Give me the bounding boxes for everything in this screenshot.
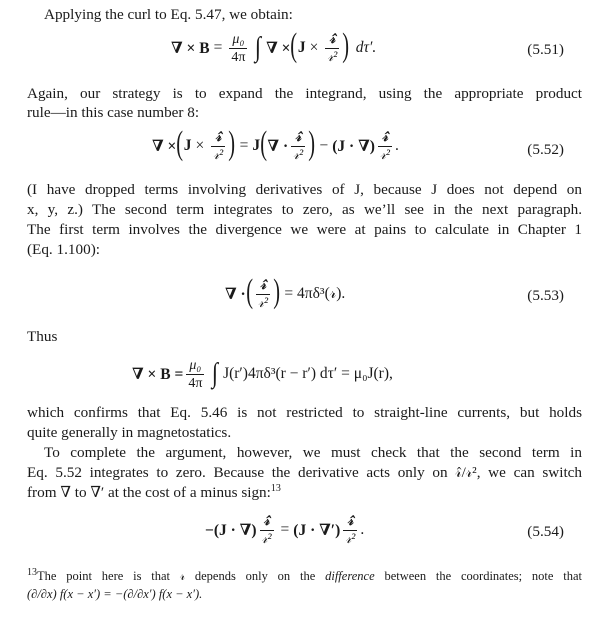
frac-numerator: μ₀ <box>189 357 202 373</box>
frac-numerator: μ₀ <box>232 31 245 47</box>
fraction <box>186 358 204 391</box>
footnote-emphasis: difference <box>325 569 375 583</box>
paragraph-line: (I have dropped terms involving derivatives of J, because J does not depend on <box>27 181 582 198</box>
eq-minus: − <box>319 137 329 154</box>
fraction <box>229 32 247 65</box>
right-paren: ) <box>228 125 236 162</box>
eq-div-op: ∇ · <box>267 138 289 155</box>
fraction <box>256 278 270 311</box>
frac-denominator: 𝓇² <box>379 147 390 163</box>
frac-denominator: 𝓇² <box>293 147 304 163</box>
paragraph-line: x, y, z.) The second term integrates to zero, as we’ll see in the next paragraph. <box>27 201 582 218</box>
left-paren: ( <box>290 27 298 64</box>
eq-times: × <box>309 39 319 56</box>
footnote-line: (∂/∂x) f(x − x′) = −(∂/∂x′) f(x − x′). <box>27 587 203 601</box>
footnote-reference[interactable]: 13 <box>270 482 281 494</box>
equation-5-53 <box>225 271 345 317</box>
fraction <box>378 130 392 163</box>
eq-period: . <box>394 137 399 154</box>
paragraph-text: from ∇ to ∇′ at the cost of a minus sign: <box>27 484 271 501</box>
frac-denominator: 𝓇² <box>258 295 269 311</box>
eq-rhs: (J · ∇′) <box>293 522 341 539</box>
eq-J: J <box>252 137 261 154</box>
eq-equals: = <box>213 39 223 56</box>
eq-lhs: ∇ × B = <box>132 366 184 383</box>
frac-denominator: 4π <box>231 49 246 65</box>
eq-lhs: ∇ × B <box>171 40 210 57</box>
frac-denominator: 𝓇² <box>327 49 338 65</box>
frac-numerator: 𝓇̂ <box>215 129 222 145</box>
eq-period: . <box>360 521 365 538</box>
frac-denominator: 𝓇² <box>345 531 356 547</box>
frac-numerator: 𝓇̂ <box>260 277 266 293</box>
eq-div-op: ∇ · <box>225 286 246 303</box>
right-paren: ) <box>342 27 350 64</box>
integral-sign: ∫ <box>255 32 262 63</box>
left-paren: ( <box>260 125 268 162</box>
paragraph-line: To complete the argument, however, we must check that the second term in <box>44 444 582 461</box>
eq-tail: dτ′. <box>355 39 377 56</box>
fraction <box>211 130 225 163</box>
integral-sign: ∫ <box>212 358 219 389</box>
footnote-marker: 13 <box>27 566 37 578</box>
equation-number: (5.52) <box>527 141 564 158</box>
frac-numerator: 𝓇̂ <box>382 129 388 145</box>
eq-rhs: = 4πδ³(𝓇). <box>284 285 346 302</box>
equation-number: (5.54) <box>527 523 564 540</box>
paragraph-line: Again, our strategy is to expand the integrand, using the appropriate product <box>27 85 582 102</box>
equation-5-52 <box>152 123 399 169</box>
eq-lhs: −(J · ∇) <box>205 522 257 539</box>
right-paren: ) <box>273 273 281 310</box>
eq-term2: (J · ∇) <box>332 138 375 155</box>
footnote-line <box>27 568 582 585</box>
paragraph-line <box>27 483 281 502</box>
eq-J: J <box>183 137 192 154</box>
eq-J: J <box>297 39 306 56</box>
paragraph-line: The first term involves the divergence we were at pains to calculate in Chapter 1 <box>27 221 582 238</box>
paragraph-line: rule—in this case number 8: <box>27 104 200 121</box>
eq-equals: = <box>280 521 290 538</box>
eq-times: × <box>195 137 205 154</box>
frac-numerator: 𝓇̂ <box>263 513 270 529</box>
equation-5-54 <box>205 507 364 553</box>
fraction <box>260 514 274 547</box>
frac-denominator: 𝓇² <box>213 147 224 163</box>
frac-numerator: 𝓇̂ <box>329 31 336 47</box>
eq-integrand-op: ∇ × <box>266 40 291 57</box>
eq-body: J(r′)4πδ³(r − r′) dτ′ = μ₀J(r), <box>223 365 393 382</box>
equation-unnumbered <box>132 352 393 396</box>
thus-text: Thus <box>27 328 58 345</box>
fraction <box>291 130 305 163</box>
fraction <box>325 32 339 65</box>
frac-numerator: 𝓇̂ <box>295 129 302 145</box>
frac-denominator: 4π <box>188 375 203 391</box>
paragraph-line: which confirms that Eq. 5.46 is not restricted to straight-line currents, but holds <box>27 404 582 421</box>
paragraph-line: Eq. 5.52 integrates to zero. Because the derivative acts only on 𝓇̂/𝓇², we can switch <box>27 464 582 481</box>
fraction <box>343 514 357 547</box>
paragraph-line: (Eq. 1.100): <box>27 241 100 258</box>
footnote-text: between the coordinates; note that <box>374 569 582 583</box>
eq-equals: = <box>239 137 249 154</box>
left-paren: ( <box>176 125 184 162</box>
eq-curl-op: ∇ × <box>152 138 177 155</box>
equation-5-51 <box>171 27 376 69</box>
equation-number: (5.53) <box>527 287 564 304</box>
paragraph-line: quite generally in magnetostatics. <box>27 424 232 441</box>
frac-numerator: 𝓇̂ <box>347 513 354 529</box>
footnote-text: The point here is that 𝓇 depends only on the <box>37 569 326 583</box>
equation-number: (5.51) <box>527 41 564 58</box>
left-paren: ( <box>245 273 253 310</box>
intro-text: Applying the curl to Eq. 5.47, we obtain: <box>44 6 293 23</box>
right-paren: ) <box>308 125 316 162</box>
frac-denominator: 𝓇² <box>261 531 272 547</box>
